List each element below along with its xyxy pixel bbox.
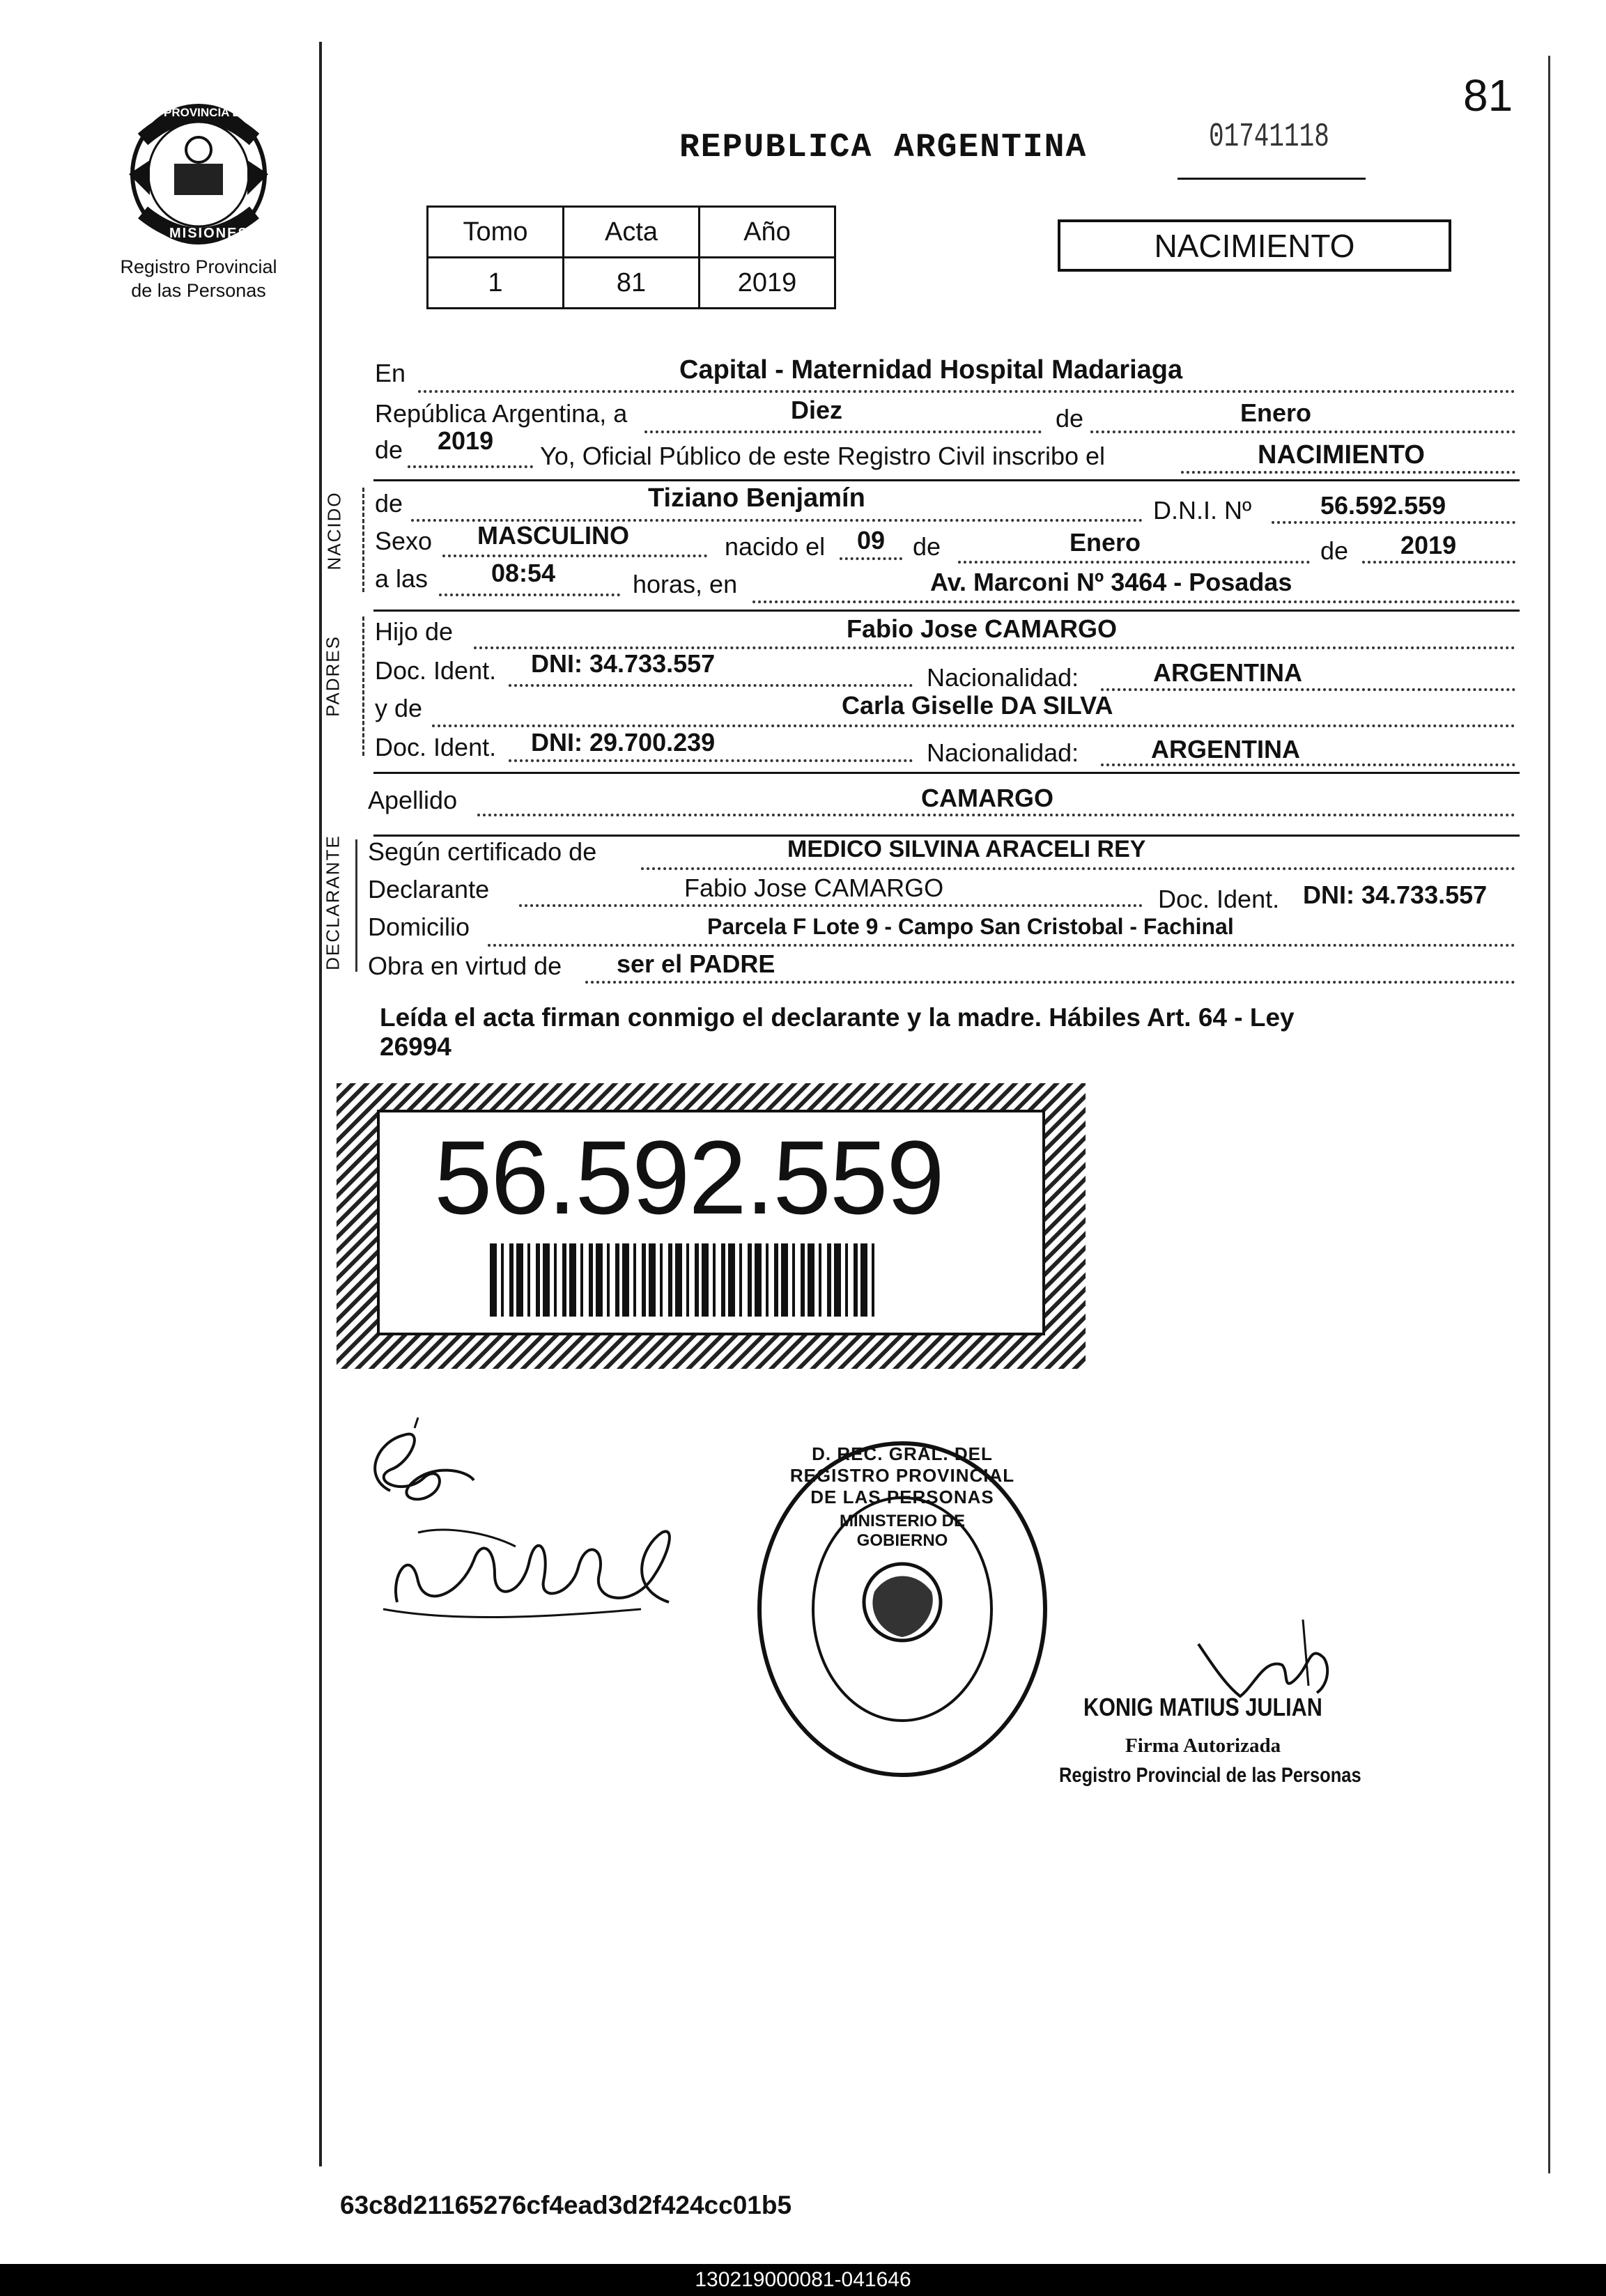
apellido-dots [477, 814, 1515, 816]
birth-day-dots [840, 557, 902, 560]
right-border-line [1548, 56, 1550, 2173]
declarante-doc: DNI: 34.733.557 [1303, 881, 1488, 909]
nacido-el-label: nacido el [725, 532, 826, 561]
mother-doc-label: Doc. Ident. [375, 733, 497, 761]
registry-stamp [749, 1435, 1056, 1783]
signature-large [376, 1505, 704, 1634]
document-hash: 63c8d21165276cf4ead3d2f424cc01b5 [340, 2191, 792, 2219]
dni-dots [1272, 521, 1515, 524]
birth-time: 08:54 [491, 559, 556, 587]
mother-nationality: ARGENTINA [1151, 735, 1300, 763]
nacido-de-label-3: de [1320, 536, 1349, 565]
birth-place: Av. Marconi Nº 3464 - Posadas [930, 568, 1292, 596]
stamp-inner-text: MINISTERIO DE GOBIERNO [839, 1512, 965, 1550]
nacido-de-label-2: de [913, 532, 941, 561]
a-las-label: a las [375, 564, 428, 593]
apellido-top-rule [373, 772, 1520, 774]
nacido-bracket [362, 488, 366, 592]
anio-value: 2019 [700, 258, 835, 309]
registry-name: Registro Provincial [120, 256, 277, 277]
inscription-type: NACIMIENTO [1258, 440, 1425, 470]
birth-month-dots [958, 561, 1310, 564]
dni-label: D.N.I. Nº [1153, 496, 1252, 525]
declarante-section-label: DECLARANTE [322, 835, 343, 970]
mother-doc-dots [509, 759, 913, 762]
serial-underline [1178, 178, 1366, 180]
mother-nat-label: Nacionalidad: [927, 738, 1079, 767]
birth-day: 09 [857, 526, 886, 554]
tomo-header: Tomo [428, 207, 564, 258]
year-dots [408, 465, 533, 468]
sexo-value: MASCULINO [477, 521, 629, 550]
year-value: 2019 [438, 426, 494, 455]
declarante-bracket [355, 839, 359, 972]
tomo-value: 1 [428, 258, 564, 309]
sticker-number: 56.592.559 [434, 1119, 943, 1236]
horas-label: horas, en [633, 570, 738, 598]
domicilio-label: Domicilio [368, 913, 470, 941]
padres-top-rule [373, 610, 1520, 612]
left-border-line [319, 42, 322, 2166]
stamp-outer-text: D. REC. GRAL. DEL REGISTRO PROVINCIAL DE LAS PERSONAS [789, 1443, 1015, 1507]
official-name: KONIG MATIUS JULIAN [1083, 1693, 1322, 1721]
domicilio-value: Parcela F Lote 9 - Campo San Cristobal - Fachinal [707, 914, 1234, 939]
father-doc-label: Doc. Ident. [375, 656, 497, 685]
registry-seal [115, 98, 282, 247]
serial-number: 01741118 [1209, 118, 1329, 156]
acta-value: 81 [564, 258, 700, 309]
en-label: En [375, 359, 406, 387]
footer-bar [0, 2264, 1606, 2296]
mother-doc: DNI: 29.700.239 [531, 728, 716, 757]
padres-bracket [362, 616, 366, 756]
book-table [426, 205, 836, 309]
page-number: 81 [1463, 70, 1513, 121]
declarante-doc-label: Doc. Ident. [1158, 885, 1280, 913]
place-dots [418, 390, 1515, 393]
anio-header: Año [700, 207, 835, 258]
child-dni: 56.592.559 [1320, 491, 1446, 520]
y-de-label: y de [375, 694, 423, 722]
day-dots [644, 430, 1042, 433]
obra-value: ser el PADRE [617, 949, 775, 978]
time-dots [439, 594, 620, 596]
inscription-dots [1181, 471, 1515, 474]
birth-month: Enero [1070, 528, 1141, 557]
father-nat-dots [1101, 688, 1515, 691]
father-doc: DNI: 34.733.557 [531, 649, 716, 678]
month-value: Enero [1240, 398, 1312, 427]
birth-place-dots [752, 600, 1515, 603]
cert-label: Según certificado de [368, 837, 597, 866]
nacido-top-rule [373, 479, 1520, 481]
de-label: de [1056, 404, 1084, 433]
seal-bottom-text: MISIONES [169, 226, 249, 241]
oficial-text: Yo, Oficial Público de este Registro Civil inscribo el [540, 442, 1106, 470]
apellido-value: CAMARGO [921, 784, 1053, 812]
cert-value: MEDICO SILVINA ARACELI REY [787, 836, 1146, 862]
cert-dots [641, 867, 1515, 870]
father-doc-dots [509, 684, 913, 687]
father-name: Fabio Jose CAMARGO [847, 614, 1118, 643]
dni-sticker [337, 1083, 1086, 1369]
official-office: Registro Provincial de las Personas [1059, 1764, 1361, 1787]
nacido-section-label: NACIDO [323, 491, 345, 571]
seal-top-text: PROVINCIA DE [164, 106, 249, 119]
place-value: Capital - Maternidad Hospital Madariaga [679, 355, 1183, 385]
registry-name-2: de las Personas [131, 280, 266, 301]
birth-year: 2019 [1400, 531, 1457, 559]
padres-section-label: PADRES [322, 635, 343, 717]
apellido-label: Apellido [368, 786, 458, 814]
country-title: REPUBLICA ARGENTINA [679, 129, 1088, 166]
nacido-de-label: de [375, 489, 403, 518]
obra-dots [585, 981, 1515, 984]
closing-note-line-1: Leída el acta firman conmigo el declarante y la madre. Hábiles Art. 64 - Ley [380, 1003, 1295, 1032]
father-nationality: ARGENTINA [1153, 658, 1302, 687]
de-year-label: de [375, 435, 403, 464]
declarante-label: Declarante [368, 875, 490, 903]
mother-name: Carla Giselle DA SILVA [842, 691, 1113, 720]
domicilio-dots [488, 944, 1515, 947]
hijo-de-label: Hijo de [375, 617, 454, 646]
footer-code: 130219000081-041646 [695, 2268, 911, 2291]
declarante-value: Fabio Jose CAMARGO [684, 874, 944, 902]
declarante-dots [519, 904, 1143, 907]
day-value: Diez [791, 396, 843, 424]
sexo-label: Sexo [375, 527, 433, 555]
sticker-barcode [490, 1243, 880, 1317]
republica-label: República Argentina, a [375, 399, 628, 428]
mother-dots [432, 724, 1515, 727]
child-name: Tiziano Benjamín [648, 483, 865, 513]
official-title: Firma Autorizada [1125, 1735, 1281, 1757]
father-nat-label: Nacionalidad: [927, 663, 1079, 692]
acta-header: Acta [564, 207, 700, 258]
sexo-dots [442, 554, 707, 557]
doc-type-box: NACIMIENTO [1058, 219, 1451, 272]
month-dots [1090, 430, 1515, 433]
obra-label: Obra en virtud de [368, 952, 562, 980]
birth-year-dots [1362, 561, 1515, 564]
closing-note-line-2: 26994 [380, 1032, 451, 1061]
